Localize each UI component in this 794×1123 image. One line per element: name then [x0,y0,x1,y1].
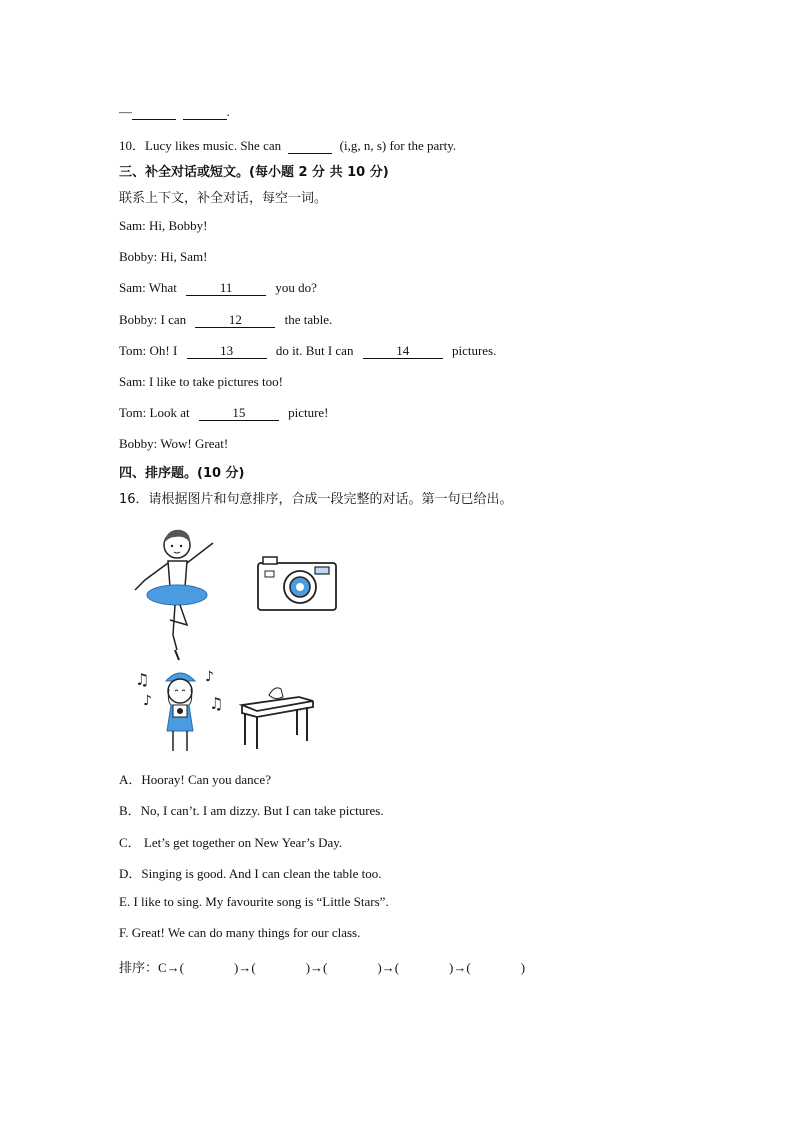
blank-13[interactable]: 13 [187,344,267,359]
dialogue-line-8: Bobby: Wow! Great! [119,436,229,451]
answer-blank[interactable] [183,105,227,120]
answer-blank[interactable] [132,105,176,120]
picture-group [125,525,355,755]
dialogue-line-3: Sam: What 11 you do? [119,280,317,295]
blank-11[interactable]: 11 [186,281,266,296]
dialogue-line-2: Bobby: Hi, Sam! [119,249,208,264]
table-image [237,683,317,753]
dialogue-line-7: Tom: Look at 15 picture! [119,405,329,420]
option-a: A．Hooray! Can you dance? [119,772,271,787]
svg-text:♪: ♪ [205,669,214,685]
dash: — [119,104,132,119]
question-16-prompt: 16．请根据图片和句意排序，合成一段完整的对话。第一句已给出。 [119,492,513,507]
option-d: D．Singing is good. And I can clean the table too. [119,866,382,881]
option-e: E. I like to sing. My favourite song is “Little Stars”. [119,894,389,909]
dialogue-line-1: Sam: Hi, Bobby! [119,218,208,233]
blank-14[interactable]: 14 [363,344,443,359]
section-3-instruction: 联系上下文，补全对话，每空一词。 [119,191,328,206]
dialogue-line-5: Tom: Oh! I 13 do it. But I can 14 pictures. [119,343,497,358]
option-c: C． Let’s get together on New Year’s Day. [119,835,343,850]
blank-12[interactable]: 12 [195,313,275,328]
section-3-title: 三、补全对话或短文。(每小题 2 分 共 10 分) [119,165,389,180]
camera-image [255,553,340,613]
ordering-answer-row: 排序：C→( )→( )→( )→( )→( ) [119,960,526,976]
previous-answer-line: — . [119,104,230,119]
blank-15[interactable]: 15 [199,406,279,421]
section-4-title: 四、排序题。(10 分) [119,466,245,481]
option-b: B．No, I can’t. I am dizzy. But I can take pictures. [119,803,384,818]
q10-answer-blank[interactable] [288,139,332,154]
option-f: F. Great! We can do many things for our class. [119,925,361,940]
question-10: 10．Lucy likes music. She can (i,g, n, s) for the party. [119,138,457,153]
svg-text:♫: ♫ [209,694,224,713]
dialogue-line-6: Sam: I like to take pictures too! [119,374,283,389]
svg-text:♫: ♫ [135,670,150,689]
svg-text:♪: ♪ [143,693,152,709]
girl-singing-image [133,663,228,758]
dialogue-line-4: Bobby: I can 12 the table. [119,312,333,327]
ballerina-image [125,525,220,665]
